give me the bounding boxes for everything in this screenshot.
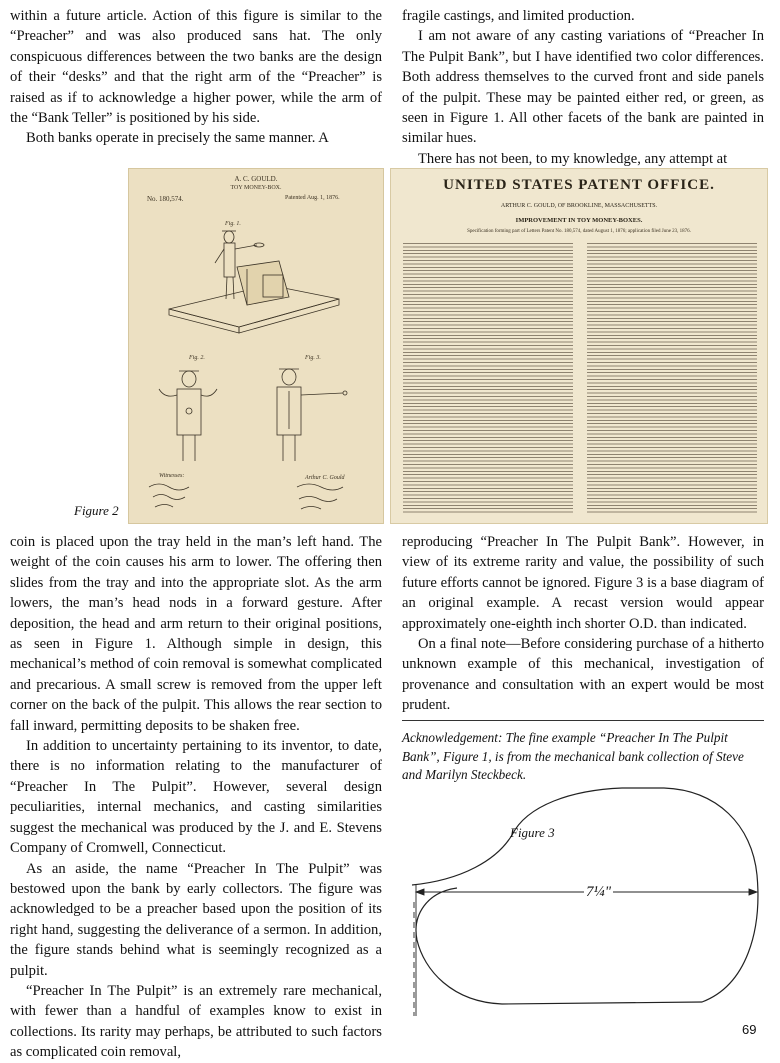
acknowledgement: Acknowledgement: The fine example “Preacher In The Pulpit Bank”, Figure 1, is from the mechanical bank collection of Steve and Marilyn Steckbeck.: [402, 730, 744, 782]
inventor-signature: Arthur C. Gould: [305, 475, 345, 481]
section-divider: [402, 720, 764, 721]
bottom-left-column: [10, 532, 382, 1063]
patent-text-sheet: [390, 168, 768, 524]
paragraph: I am not aware of any casting variations of “Preacher In The Pulpit Bank”, but I have identified two color differences. Both address themselves to the curved front and side panels of the pulpit. These may be painted either red, or green, as seen in Figure 1. All other facets of the bank are painted in similar hues.: [402, 28, 764, 147]
top-left-column: [10, 6, 382, 149]
figure-2-caption: Figure 2: [74, 503, 119, 518]
patent-spec-line: Specification forming part of Letters Patent No. 180,574, dated August 1, 1876; application filed June 23, 1876.: [467, 229, 691, 234]
bottom-right-column: [402, 532, 764, 716]
paragraph: On a final note—Before considering purchase of a hitherto unknown example of this mechanical, investigation of provenance and consultation with an expert would be most prudent.: [402, 636, 764, 714]
patent-inventor: A. C. GOULD.: [234, 175, 278, 183]
top-right-column: [402, 6, 764, 169]
patent-text-column-right: [587, 243, 757, 513]
page-number: 69: [742, 1022, 757, 1037]
patent-date: Patented Aug. 1, 1876.: [285, 195, 340, 201]
paragraph: There has not been, to my knowledge, any attempt at: [418, 150, 728, 167]
fig2-label: Fig. 2.: [189, 355, 205, 361]
fig1-label: Fig. 1.: [225, 221, 241, 227]
paragraph: fragile castings, and limited production.: [402, 8, 635, 24]
patent-drawing-title: TOY MONEY-BOX.: [230, 185, 282, 191]
patent-drawing-sheet: [128, 168, 384, 524]
patent-figures-drawing: [129, 169, 385, 525]
patent-text-column-left: [403, 243, 573, 513]
paragraph: within a future article. Action of this figure is similar to the “Preacher” and was also produced sans hat. The only conspicuous differences between the two banks are the design of their “desks” and that the right arm of the “Preacher” is raised as if to acknowledge a higher power, while the arm of the “Bank Teller” is positioned by his side.: [10, 8, 382, 127]
patent-inventor-line: ARTHUR C. GOULD, OF BROOKLINE, MASSACHUSETTS.: [500, 203, 658, 209]
patent-number: No. 180,574.: [147, 195, 184, 203]
witnesses-label: Witnesses:: [159, 473, 185, 479]
fig3-label: Fig. 3.: [305, 355, 321, 361]
figure-2-patent: [128, 168, 772, 524]
paragraph: As an aside, the name “Preacher In The Pulpit” was bestowed upon the bank by early collectors. The figure was acknowledged to be a preacher based upon the position of its right hand, suggesting the deliverance of a sermon. In addition, the figure stands behind what is seemingly recognized as a pulpit.: [10, 860, 382, 979]
patent-office-title: UNITED STATES PATENT OFFICE.: [443, 177, 715, 193]
paragraph: In addition to uncertainty pertaining to its inventor, to date, there is no information relating to the manufacturer of “Preacher In The Pulpit”. However, several design peculiarities, internal mechanics, and casting similarities suggest the mechanical was produced by the J. and E. Stevens Company of Cromwell, Connecticut.: [10, 738, 382, 857]
paragraph: Both banks operate in precisely the same manner. A: [26, 130, 329, 147]
paragraph: coin is placed upon the tray held in the man’s left hand. The weight of the coin causes his arm to lower. The offering then slides from the tray and into the appropriate slot. As the arm lowers, the man’s head nods in a forward gesture. After deposition, the head and arm return to their original positions, as seen in Figure 1. Although simple in design, this mechanical’s method of coin removal is somewhat complicated and precarious. A small screw is removed from the upper left corner on the back of the pulpit. This allows the rear section to fall inward, permitting deposits to be shaken free.: [10, 534, 382, 734]
paragraph: reproducing “Preacher In The Pulpit Bank”. However, in view of its extreme rarity and value, the possibility of such future efforts cannot be ignored. Figure 3 is a base diagram of an original example. A recast version would appear approximately one-eighth inch shorter O.D. than indicated.: [402, 534, 764, 632]
figure-3-caption: Figure 3: [510, 825, 555, 840]
paragraph: “Preacher In The Pulpit” is an extremely rare mechanical, with fewer than a handful of examples know to exist in collections. Its rarity may perhaps, be attributed to such factors as complicated coin removal,: [10, 982, 382, 1061]
dimension-label: 7¼": [586, 884, 612, 900]
patent-heading: IMPROVEMENT IN TOY MONEY-BOXES.: [515, 217, 643, 224]
